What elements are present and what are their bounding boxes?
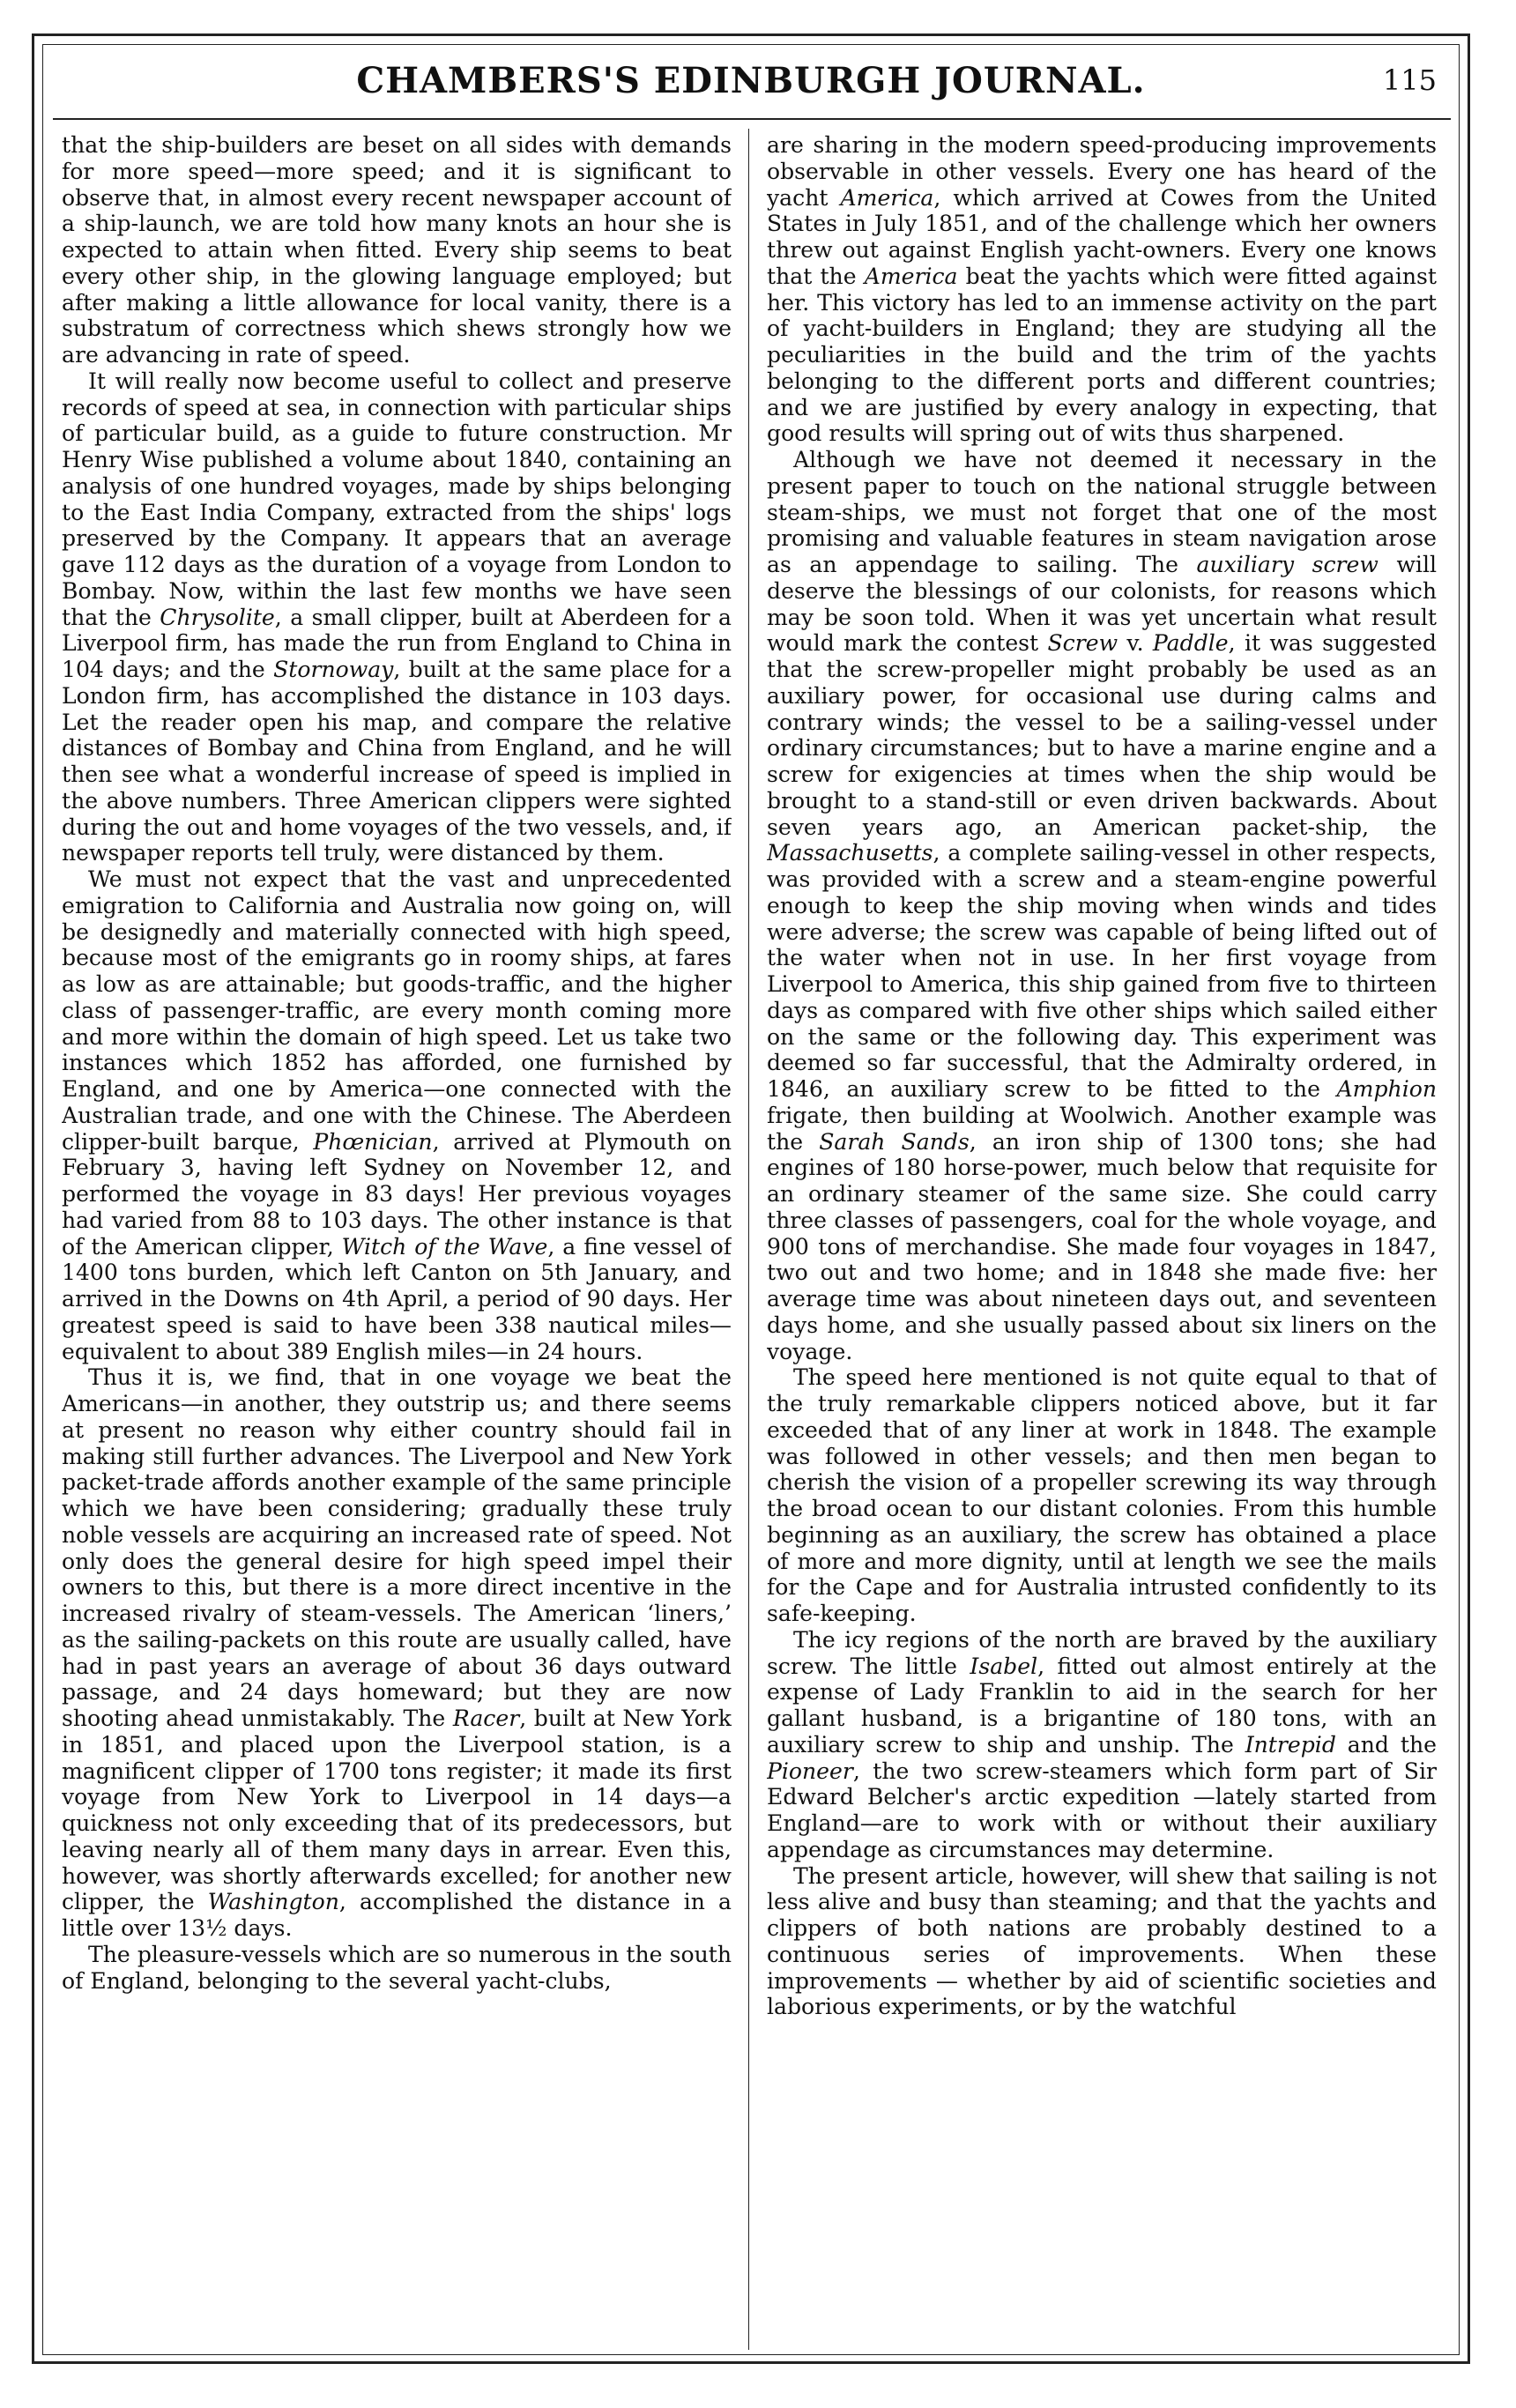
page-number: 115 [1382, 63, 1437, 97]
text-run: frigate, then building at Woolwich. Another example was the [767, 1102, 1437, 1155]
text-run: beat the yachts which were fitted against her. This victory has led to an immense activity on the part of yacht-builders in England; they are studying all the peculiarities in the build and the trim of the yachts belonging to the different ports and different countries; and we are justified by every analogy in expecting, that good results will spring out of wits thus sharpened. [767, 263, 1437, 447]
text-run: will deserve the blessings of our colonists, for reasons which may be soon told. When it was yet uncertain what result would mark the contest [767, 552, 1437, 657]
italic-text: Pioneer [767, 1758, 853, 1784]
paragraph [767, 1863, 1437, 2021]
text-run: The icy regions of the north are braved by the auxiliary screw. The little [767, 1626, 1437, 1679]
italic-text: America [840, 184, 934, 211]
italic-text: America [864, 263, 958, 289]
paragraph [62, 1942, 732, 1995]
text-run: are sharing in the modern speed-producing improvements observable in other vessels. Every one has heard of the yacht [767, 132, 1437, 211]
text-run: , a fine vessel of 1400 tons burden, which left Canton on 5th January, and arrived in the Downs on 4th April, a period of 90 days. Her greatest speed is said to have been 338 nautical miles—equivalent to about 389 English miles—in 24 hours. [62, 1233, 732, 1364]
paragraph [62, 132, 732, 368]
text-run: We must not expect that the vast and unprecedented emigration to California and Australia now going on, will be designedly and materially connected with high speed, because most of the emigrants go in roomy ships, at fares as low as are attainable; but goods-traffic, and the higher class of passenger-traffic, are every month coming more and more within the domain of high speed. Let us take two instances which 1852 has afforded, one furnished by England, and one by America—one connected with the Australian trade, and one with the Chinese. The Aberdeen clipper-built barque, [62, 866, 732, 1155]
paragraph [767, 132, 1437, 447]
italic-text: Phœnician [313, 1128, 433, 1155]
paragraph [767, 1364, 1437, 1627]
column-divider [748, 129, 749, 2350]
italic-text: Sarah Sands [819, 1128, 970, 1155]
italic-text: Screw [1047, 630, 1118, 657]
text-run: , a small clipper, built at Aberdeen for a Liverpool firm, has made the run from England to China in 104 days; and the [62, 604, 732, 682]
text-run: v. [1118, 630, 1153, 657]
journal-title: CHAMBERS'S EDINBURGH JOURNAL. [356, 60, 1146, 101]
paragraph [62, 1364, 732, 1942]
paragraph [62, 368, 732, 866]
page-header [53, 55, 1449, 111]
text-run: , an iron ship of 1300 tons; she had engines of 180 horse-power, much below that requisite for an ordinary steamer of the same size. She could carry three classes of passengers, coal for the whole voyage, and 900 tons of merchandise. She made four voyages in 1847, two out and two home; and in 1848 she made five: her average time was about nineteen days out, and seventeen days home, and she usually passed about six liners on the voyage. [767, 1128, 1437, 1364]
text-run: Thus it is, we find, that in one voyage we beat the Americans—in another, they outstrip us; and there seems at present no reason why either country should fail in making still further advances. The Liverpool and New York packet-trade affords another example of the same principle which we have been considering; gradually these truly noble vessels are acquiring an increased rate of speed. Not only does the general desire for high speed impel their owners to this, but there is a more direct incentive in the increased rivalry of steam-vessels. The American ‘liners,’ as the sailing-packets on this route are usually called, have had in past years an average of about 36 days outward passage, and 24 days homeward; but they are now shooting ahead unmistakably. The [62, 1364, 732, 1731]
paragraph [62, 866, 732, 1364]
italic-text: Paddle [1152, 630, 1229, 657]
italic-text: Intrepid [1245, 1731, 1336, 1758]
paragraph [767, 447, 1437, 1364]
header-rule [53, 118, 1451, 120]
text-run: and the [1335, 1731, 1437, 1758]
text-run: , it was suggested that the screw-propeller might probably be used as an auxiliary power, for occasional use during calms and contrary winds; the vessel to be a sailing-vessel under ordinary circumstances; but to have a marine engine and a screw for exigencies at times when the ship would be brought to a stand-still or even driven backwards. About seven years ago, an American packet-ship, the [767, 630, 1437, 840]
italic-text: Stornoway [273, 657, 394, 682]
text-run: , fitted out almost entirely at the expense of Lady Franklin to aid in the search for her gallant husband, is a brigantine of 180 tons, with an auxiliary screw to ship and unship. The [767, 1653, 1437, 1758]
right-column [767, 132, 1437, 2318]
left-column [62, 132, 732, 2318]
italic-text: Chrysolite [160, 604, 275, 630]
italic-text: Washington [207, 1889, 339, 1915]
italic-text: Isabel [970, 1653, 1038, 1679]
text-run: The present article, however, will shew that sailing is not less alive and busy than steaming; and that the yachts and clippers of both nations are probably destined to a continuous series of improvements. When these improvements — whether by aid of scientific societies and laborious experiments, or by the watchful [767, 1862, 1437, 2020]
text-run: Although we have not deemed it necessary in the present paper to touch on the national struggle between steam-ships, we must not forget that one of the most promising and valuable features in steam navigation arose as an appendage to sailing. The [767, 447, 1437, 577]
text-run: It will really now become useful to collect and preserve records of speed at sea, in connection with particular ships of particular build, as a guide to future construction. Mr Henry Wise published a volume about 1840, containing an analysis of one hundred voyages, made by ships belonging to the East India Company, extracted from the ships' logs preserved by the Company. It appears that an average gave 112 days as the duration of a voyage from London to Bombay. Now, within the last few months we have seen that the [62, 368, 732, 630]
italic-text: Witch of the Wave [341, 1233, 548, 1260]
italic-text: Racer [452, 1706, 520, 1731]
text-run: , accomplished the distance in a little over 13½ days. [62, 1889, 732, 1941]
italic-text: Massachusetts [767, 840, 933, 866]
text-run: The pleasure-vessels which are so numerous in the south of England, belonging to the several yacht-clubs, [62, 1941, 732, 1994]
italic-text: auxiliary screw [1196, 552, 1379, 577]
text-run: , the two screw-steamers which form part of Sir Edward Belcher's arctic expedition —lately started from England—are to work with or without their auxiliary appendage as circumstances may determine. [767, 1758, 1437, 1862]
text-run: , arrived at Plymouth on February 3, having left Sydney on November 12, and performed the voyage in 83 days! Her previous voyages had varied from 88 to 103 days. The other instance is that of the American clipper, [62, 1128, 732, 1260]
text-run: , a complete sailing-vessel in other respects, was provided with a screw and a steam-engine powerful enough to keep the ship moving when winds and tides were adverse; the screw was capable of being lifted out of the water when not in use. In her first voyage from Liverpool to America, this ship gained from five to thirteen days as compared with five other ships which sailed either on the same or the following day. This experiment was deemed so far successful, that the Admiralty ordered, in 1846, an auxiliary screw to be fitted to the [767, 840, 1437, 1102]
text-run: The speed here mentioned is not quite equal to that of the truly remarkable clippers noticed above, but it far exceeded that of any liner at work in 1848. The example was followed in other vessels; and then men began to cherish the vision of a propeller screwing its way through the broad ocean to our distant colonies. From this humble beginning as an auxiliary, the screw has obtained a place of more and more dignity, until at length we see the mails for the Cape and for Australia intrusted confidently to its safe-keeping. [767, 1364, 1437, 1626]
paragraph [767, 1627, 1437, 1863]
text-run: that the ship-builders are beset on all sides with demands for more speed—more speed; and it is significant to observe that, in almost every recent newspaper account of a ship-launch, we are told how many knots an hour she is expected to attain when fitted. Every ship seems to beat every other ship, in the glowing language employed; but after making a little allowance for local vanity, there is a substratum of correctness which shews strongly how we are advancing in rate of speed. [62, 132, 732, 368]
text-run: , built at New York in 1851, and placed upon the Liverpool station, is a magnificent clipper of 1700 tons register; it made its first voyage from New York to Liverpool in 14 days—a quickness not only exceeding that of its predecessors, but leaving nearly all of them many days in arrear. Even this, however, was shortly afterwards excelled; for another new clipper, the [62, 1706, 732, 1915]
text-run: , which arrived at Cowes from the United States in July 1851, and of the challenge which her owners threw out against English yacht-owners. Every one knows that the [767, 184, 1437, 289]
text-run: , built at the same place for a London firm, has accomplished the distance in 103 days. Let the reader open his map, and compare the relative distances of Bombay and China from England, and he will then see what a wonderful increase of speed is implied in the above numbers. Three American clippers were sighted during the out and home voyages of the two vessels, and, if newspaper reports tell truly, were distanced by them. [62, 657, 732, 866]
italic-text: Amphion [1336, 1076, 1437, 1102]
